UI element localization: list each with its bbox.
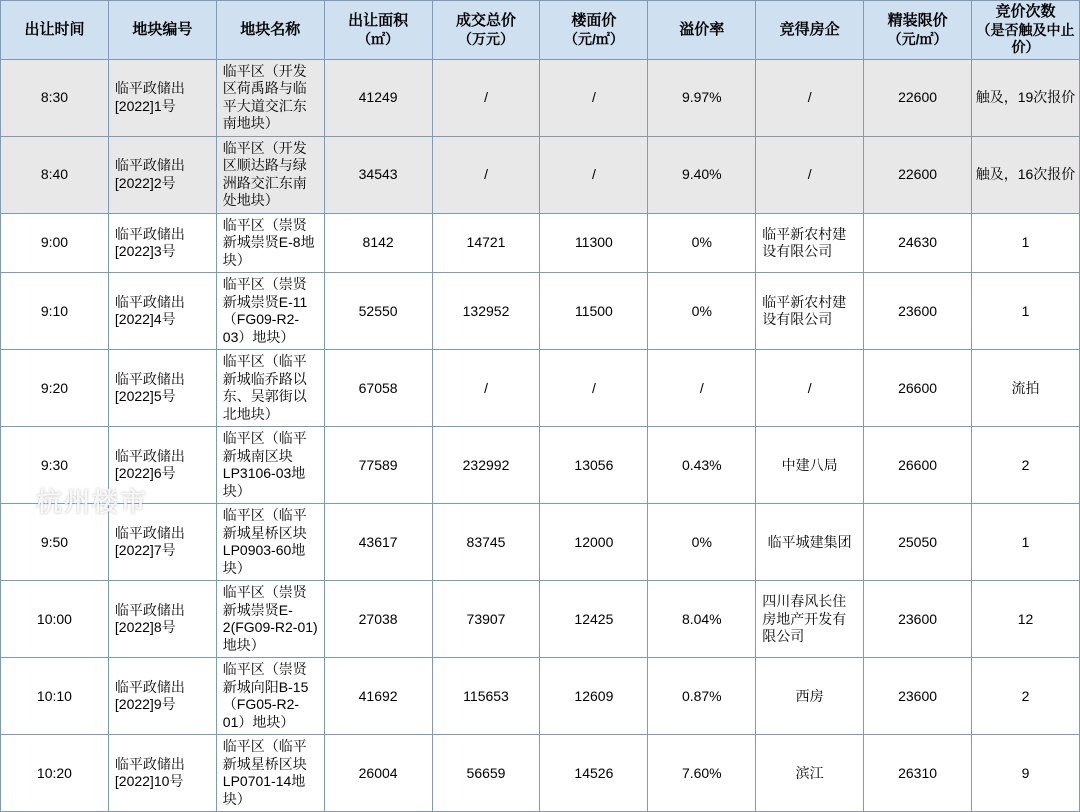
- table-row: [1, 136, 1080, 213]
- cell-total-price: /: [432, 350, 540, 427]
- cell-total-price: 132952: [432, 273, 540, 350]
- cell-area: 41692: [324, 658, 432, 735]
- cell-time: 9:00: [1, 213, 109, 273]
- cell-time: 10:10: [1, 658, 109, 735]
- column-header-decoration-limit: [864, 1, 972, 60]
- cell-area: 26004: [324, 735, 432, 812]
- cell-total-price: /: [432, 59, 540, 136]
- cell-bid-rounds: 流拍: [972, 350, 1080, 427]
- cell-floor-price: 11300: [540, 213, 648, 273]
- cell-floor-price: /: [540, 136, 648, 213]
- cell-decoration-limit: 23600: [864, 273, 972, 350]
- cell-floor-price: 12609: [540, 658, 648, 735]
- cell-floor-price: 11500: [540, 273, 648, 350]
- cell-floor-price: 12000: [540, 504, 648, 581]
- cell-area: 41249: [324, 59, 432, 136]
- cell-decoration-limit: 25050: [864, 504, 972, 581]
- table-row: [1, 581, 1080, 658]
- cell-total-price: 232992: [432, 427, 540, 504]
- column-header-time-label: 出让时间: [24, 20, 85, 38]
- cell-total-price: 73907: [432, 581, 540, 658]
- table-header: [1, 1, 1080, 60]
- cell-name: 临平区（临平新城临乔路以东、吴郭街以北地块）: [216, 350, 324, 427]
- cell-bid-rounds: 9: [972, 735, 1080, 812]
- cell-decoration-limit: 22600: [864, 59, 972, 136]
- cell-area: 67058: [324, 350, 432, 427]
- column-header-total-price-unit: （万元）: [458, 30, 514, 47]
- column-header-floor-price-label: 楼面价: [571, 11, 617, 29]
- cell-area: 27038: [324, 581, 432, 658]
- cell-time: 10:00: [1, 581, 109, 658]
- watermark: 杭州楼市: [36, 488, 149, 517]
- cell-code: 临平政储出[2022]2号: [108, 136, 216, 213]
- column-header-bid-rounds: [972, 1, 1080, 60]
- cell-premium-rate: 7.60%: [648, 735, 756, 812]
- cell-premium-rate: /: [648, 350, 756, 427]
- column-header-total-price: [432, 1, 540, 60]
- column-header-time: [1, 1, 109, 60]
- cell-code: 临平政储出[2022]7号: [108, 504, 216, 581]
- column-header-floor-price-unit: （元/㎡）: [563, 30, 624, 47]
- cell-winner: 临平城建集团: [756, 504, 864, 581]
- cell-name: 临平区（临平新城星桥区块LP0903-60地块）: [216, 504, 324, 581]
- cell-bid-rounds: 2: [972, 658, 1080, 735]
- cell-code: 临平政储出[2022]3号: [108, 213, 216, 273]
- cell-premium-rate: 9.97%: [648, 59, 756, 136]
- cell-name: 临平区（临平新城星桥区块LP0701-14地块）: [216, 735, 324, 812]
- cell-winner: 滨江: [756, 735, 864, 812]
- cell-winner: 中建八局: [756, 427, 864, 504]
- cell-floor-price: 13056: [540, 427, 648, 504]
- cell-premium-rate: 0%: [648, 213, 756, 273]
- cell-area: 34543: [324, 136, 432, 213]
- cell-time: 8:30: [1, 59, 109, 136]
- cell-code: 临平政储出[2022]8号: [108, 581, 216, 658]
- cell-name: 临平区（崇贤新城崇贤E-2(FG09-R2-01)地块）: [216, 581, 324, 658]
- cell-code: 临平政储出[2022]5号: [108, 350, 216, 427]
- cell-area: 52550: [324, 273, 432, 350]
- table-row: [1, 273, 1080, 350]
- cell-time: 9:10: [1, 273, 109, 350]
- cell-decoration-limit: 22600: [864, 136, 972, 213]
- cell-winner: 临平新农村建设有限公司: [756, 273, 864, 350]
- cell-total-price: 83745: [432, 504, 540, 581]
- cell-name: 临平区（临平新城南区块LP3106-03地块）: [216, 427, 324, 504]
- table-row: [1, 350, 1080, 427]
- cell-premium-rate: 9.40%: [648, 136, 756, 213]
- column-header-area-label: 出让面积: [348, 11, 409, 29]
- column-header-name: [216, 1, 324, 60]
- cell-bid-rounds: 2: [972, 427, 1080, 504]
- cell-area: 77589: [324, 427, 432, 504]
- cell-area: 8142: [324, 213, 432, 273]
- column-header-decoration-limit-unit: （元/㎡）: [887, 30, 948, 47]
- table-body: [1, 59, 1080, 812]
- cell-area: 43617: [324, 504, 432, 581]
- cell-bid-rounds: 触及，16次报价: [972, 136, 1080, 213]
- cell-winner: /: [756, 350, 864, 427]
- cell-code: 临平政储出[2022]4号: [108, 273, 216, 350]
- cell-winner: /: [756, 136, 864, 213]
- table-row: [1, 59, 1080, 136]
- cell-premium-rate: 0.43%: [648, 427, 756, 504]
- column-header-premium-rate-label: 溢价率: [679, 20, 725, 38]
- cell-code: 临平政储出[2022]1号: [108, 59, 216, 136]
- cell-decoration-limit: 26310: [864, 735, 972, 812]
- column-header-premium-rate: [648, 1, 756, 60]
- column-header-floor-price: [540, 1, 648, 60]
- cell-bid-rounds: 1: [972, 504, 1080, 581]
- cell-premium-rate: 8.04%: [648, 581, 756, 658]
- table-header-row: [1, 1, 1080, 60]
- cell-premium-rate: 0.87%: [648, 658, 756, 735]
- cell-floor-price: /: [540, 59, 648, 136]
- cell-decoration-limit: 26600: [864, 350, 972, 427]
- cell-name: 临平区（开发区顺达路与绿洲路交汇东南处地块）: [216, 136, 324, 213]
- column-header-area-unit: （㎡）: [357, 30, 400, 47]
- cell-code: 临平政储出[2022]9号: [108, 658, 216, 735]
- cell-decoration-limit: 23600: [864, 658, 972, 735]
- column-header-bid-rounds-unit: （是否触及中止价）: [976, 21, 1075, 56]
- cell-winner: 四川春风长住房地产开发有限公司: [756, 581, 864, 658]
- table-row: [1, 658, 1080, 735]
- column-header-decoration-limit-label: 精装限价: [887, 11, 948, 29]
- cell-bid-rounds: 1: [972, 273, 1080, 350]
- cell-code: 临平政储出[2022]6号: [108, 427, 216, 504]
- cell-time: 9:20: [1, 350, 109, 427]
- cell-floor-price: 12425: [540, 581, 648, 658]
- cell-time: 9:30: [1, 427, 109, 504]
- cell-bid-rounds: 1: [972, 213, 1080, 273]
- cell-name: 临平区（崇贤新城崇贤E-8地块）: [216, 213, 324, 273]
- cell-total-price: /: [432, 136, 540, 213]
- table-row: [1, 213, 1080, 273]
- cell-total-price: 115653: [432, 658, 540, 735]
- cell-winner: 临平新农村建设有限公司: [756, 213, 864, 273]
- column-header-area: [324, 1, 432, 60]
- cell-floor-price: /: [540, 350, 648, 427]
- column-header-winner: [756, 1, 864, 60]
- cell-name: 临平区（崇贤新城崇贤E-11（FG09-R2-03）地块）: [216, 273, 324, 350]
- cell-time: 8:40: [1, 136, 109, 213]
- column-header-total-price-label: 成交总价: [456, 11, 517, 29]
- column-header-code: [108, 1, 216, 60]
- cell-floor-price: 14526: [540, 735, 648, 812]
- cell-premium-rate: 0%: [648, 273, 756, 350]
- cell-decoration-limit: 24630: [864, 213, 972, 273]
- cell-winner: 西房: [756, 658, 864, 735]
- cell-time: 9:50: [1, 504, 109, 581]
- column-header-bid-rounds-label: 竞价次数: [995, 3, 1056, 20]
- column-header-winner-label: 竞得房企: [779, 20, 840, 38]
- cell-name: 临平区（开发区荷禹路与临平大道交汇东南地块）: [216, 59, 324, 136]
- cell-name: 临平区（崇贤新城向阳B-15（FG05-R2-01）地块）: [216, 658, 324, 735]
- cell-code: 临平政储出[2022]10号: [108, 735, 216, 812]
- cell-bid-rounds: 触及，19次报价: [972, 59, 1080, 136]
- cell-premium-rate: 0%: [648, 504, 756, 581]
- cell-total-price: 56659: [432, 735, 540, 812]
- cell-decoration-limit: 26600: [864, 427, 972, 504]
- table-row: [1, 427, 1080, 504]
- cell-decoration-limit: 23600: [864, 581, 972, 658]
- column-header-code-label: 地块编号: [132, 20, 193, 38]
- table-row: [1, 504, 1080, 581]
- cell-total-price: 14721: [432, 213, 540, 273]
- cell-winner: /: [756, 59, 864, 136]
- table-row: [1, 735, 1080, 812]
- column-header-name-label: 地块名称: [240, 20, 301, 38]
- cell-bid-rounds: 12: [972, 581, 1080, 658]
- cell-time: 10:20: [1, 735, 109, 812]
